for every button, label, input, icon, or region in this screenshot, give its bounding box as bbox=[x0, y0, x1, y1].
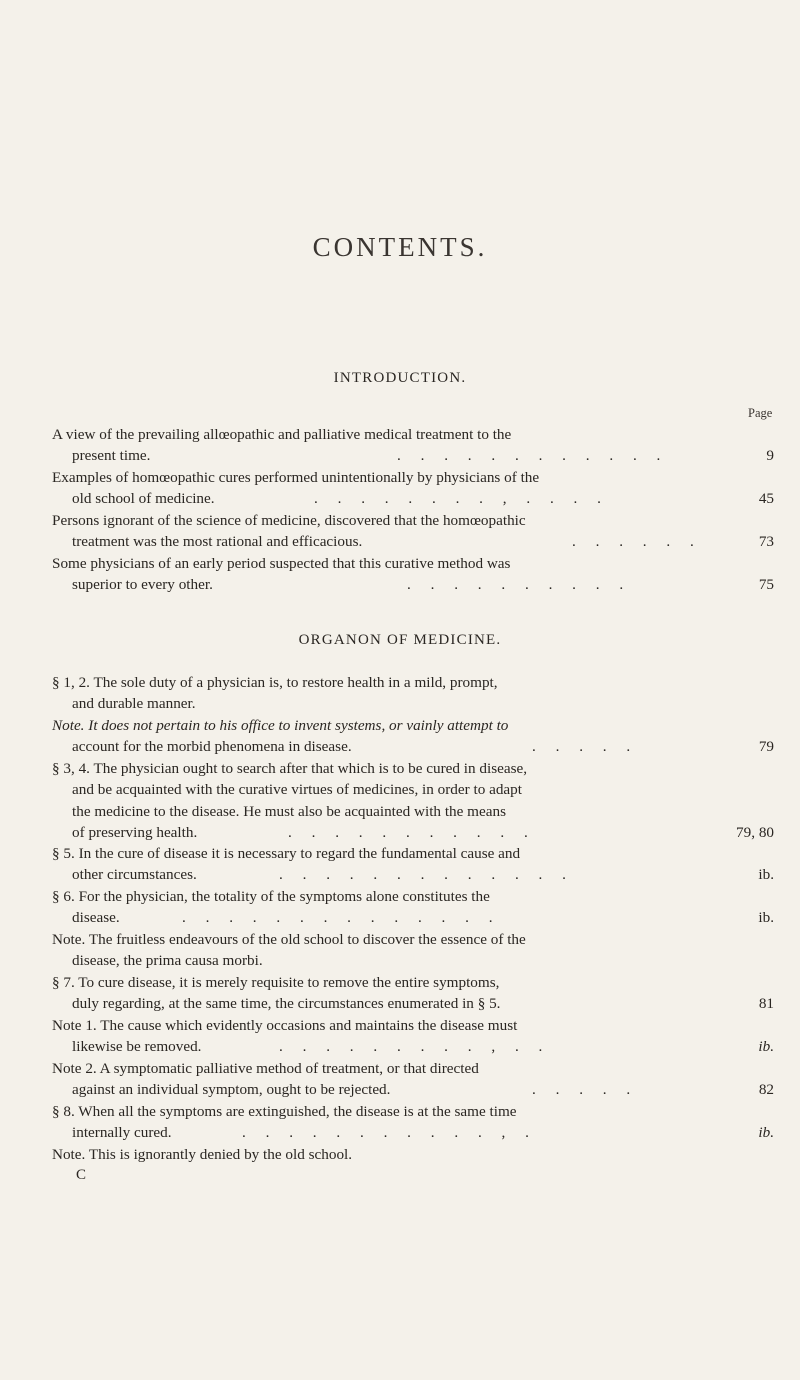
toc-entry bbox=[52, 715, 774, 758]
toc-entry bbox=[52, 1144, 774, 1165]
note-line: Note. It does not pertain to his office to invent systems, or vainly attempt to bbox=[52, 717, 509, 734]
introduction-heading: INTRODUCTION. bbox=[333, 370, 467, 386]
entry-line: internally cured. bbox=[72, 1124, 172, 1142]
dot-leader: . . . . . bbox=[532, 738, 639, 756]
toc-entry bbox=[52, 1101, 774, 1144]
entry-line: the medicine to the disease. He must also be acquainted with the means bbox=[72, 802, 506, 820]
entry-line: Some physicians of an early period suspected that this curative method was bbox=[52, 555, 511, 572]
page-number: ib. bbox=[758, 909, 774, 927]
entry-line: Persons ignorant of the science of medicine, discovered that the homœopathic bbox=[52, 512, 526, 529]
dot-leader: . . . . . . . . . . . . bbox=[397, 447, 669, 465]
dot-leader: . . . . . . . . . . . . . . bbox=[182, 909, 501, 927]
entry-line: disease. bbox=[72, 909, 120, 927]
toc-entry bbox=[52, 424, 774, 467]
entry-line: Examples of homœopathic cures performed unintentionally by physicians of the bbox=[52, 469, 540, 486]
toc-entry bbox=[52, 1058, 774, 1101]
toc-entry bbox=[52, 972, 774, 1015]
note-line: Note. This is ignorantly denied by the old school. bbox=[52, 1146, 353, 1163]
entry-line: § 5. In the cure of disease it is necessary to regard the fundamental cause and bbox=[52, 845, 521, 862]
entry-line: § 6. For the physician, the totality of the symptoms alone constitutes the bbox=[52, 888, 490, 905]
page-number: 81 bbox=[758, 995, 774, 1013]
page-number: 79, 80 bbox=[736, 823, 774, 841]
entry-line: present time. bbox=[72, 447, 151, 465]
entry-line: § 3, 4. The physician ought to search after that which is to be cured in disease, bbox=[52, 760, 528, 777]
entry-line: and be acquainted with the curative virtues of medicines, in order to adapt bbox=[72, 781, 522, 799]
page-number: ib. bbox=[758, 1038, 774, 1056]
page-number: 9 bbox=[766, 447, 774, 465]
dot-leader: . . . . . . . . . . bbox=[407, 576, 632, 594]
toc-entry bbox=[52, 510, 774, 553]
signature-mark: C bbox=[76, 1167, 87, 1183]
entry-line: treatment was the most rational and efficacious. bbox=[72, 533, 363, 551]
dot-leader: . . . . . bbox=[532, 1081, 639, 1099]
entry-line: and durable manner. bbox=[72, 695, 196, 713]
note-line: Note. The fruitless endeavours of the old school to discover the essence of the bbox=[52, 931, 526, 948]
dot-leader: . . . . . . . . . . . bbox=[288, 823, 536, 841]
toc-entry bbox=[52, 886, 774, 929]
dot-leader: . . . . . . . . , . . . . bbox=[314, 490, 609, 508]
entry-line: § 7. To cure disease, it is merely requisite to remove the entire symptoms, bbox=[52, 974, 500, 991]
dot-leader: . . . . . . . . . , . . bbox=[279, 1038, 551, 1056]
page-title: CONTENTS. bbox=[312, 232, 488, 262]
entry-line: duly regarding, at the same time, the circumstances enumerated in § 5. bbox=[72, 995, 501, 1013]
organon-heading: ORGANON OF MEDICINE. bbox=[298, 632, 502, 648]
entry-line: disease, the prima causa morbi. bbox=[72, 952, 263, 970]
page-number: 79 bbox=[758, 738, 774, 756]
entry-line: against an individual symptom, ought to be rejected. bbox=[72, 1081, 391, 1099]
entry-line: superior to every other. bbox=[72, 576, 213, 594]
dot-leader: . . . . . . bbox=[572, 533, 702, 551]
toc-entry bbox=[52, 467, 774, 510]
toc-entry bbox=[52, 1015, 774, 1058]
page-number: 45 bbox=[758, 490, 774, 508]
toc-entry bbox=[52, 553, 774, 596]
entry-line: other circumstances. bbox=[72, 866, 197, 884]
dot-leader: . . . . . . . . . . . . . bbox=[279, 866, 574, 884]
toc-entry bbox=[52, 929, 774, 972]
page-number: 73 bbox=[758, 533, 774, 551]
entry-line: old school of medicine. bbox=[72, 490, 215, 508]
page-number: ib. bbox=[758, 866, 774, 884]
entry-line: account for the morbid phenomena in disease. bbox=[72, 738, 352, 756]
dot-leader: . . . . . . . . . . . , . bbox=[242, 1124, 537, 1142]
entry-line: of preserving health. bbox=[72, 823, 198, 841]
page-number: 82 bbox=[758, 1081, 774, 1099]
note-line: Note 2. A symptomatic palliative method of treatment, or that directed bbox=[52, 1060, 479, 1077]
toc-entry bbox=[52, 672, 774, 715]
toc-entry bbox=[52, 843, 774, 886]
toc-entry bbox=[52, 758, 774, 843]
page-column-header: Page bbox=[748, 406, 773, 420]
entry-line: likewise be removed. bbox=[72, 1038, 202, 1056]
page-number: ib. bbox=[758, 1124, 774, 1142]
entry-line: § 1, 2. The sole duty of a physician is, to restore health in a mild, prompt, bbox=[52, 674, 498, 691]
entry-line: A view of the prevailing allœopathic and palliative medical treatment to the bbox=[52, 426, 512, 443]
page-number: 75 bbox=[758, 576, 774, 594]
note-line: Note 1. The cause which evidently occasions and maintains the disease must bbox=[52, 1017, 518, 1034]
entry-line: § 8. When all the symptoms are extinguished, the disease is at the same time bbox=[52, 1103, 517, 1120]
